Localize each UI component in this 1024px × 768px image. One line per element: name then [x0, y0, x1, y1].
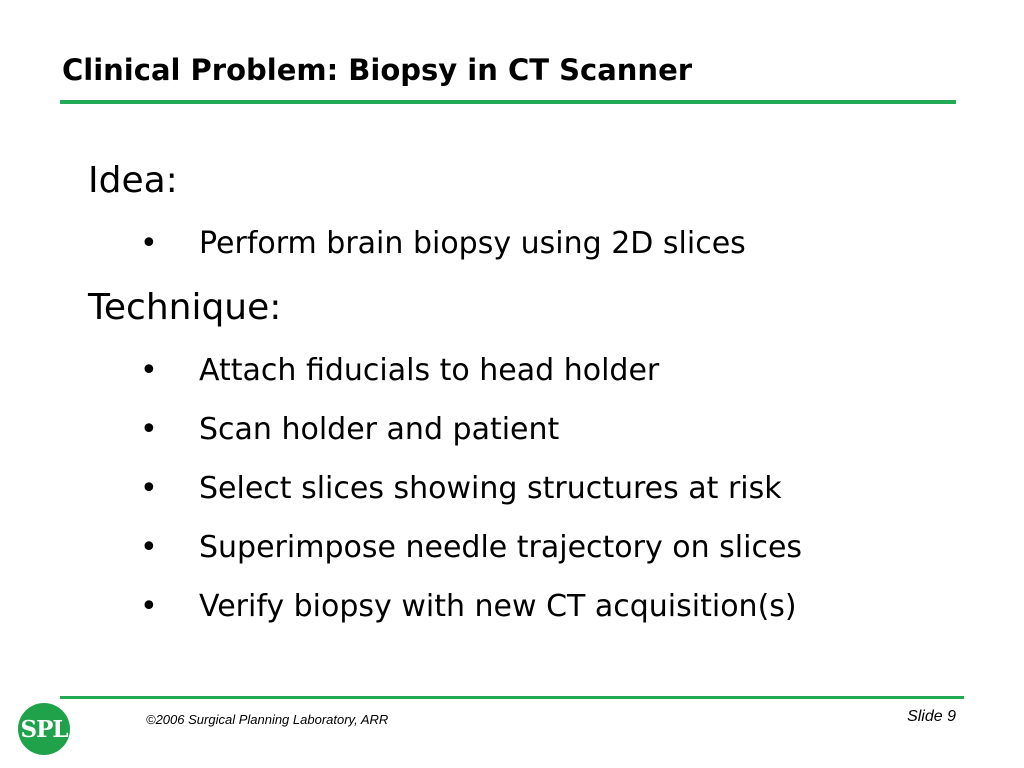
spl-logo-icon	[17, 702, 71, 756]
bullet-text: Attach fiducials to head holder	[199, 353, 660, 388]
bullet-icon: •	[140, 471, 158, 506]
title-divider	[60, 100, 956, 104]
slide-number: Slide 9	[907, 708, 956, 725]
footer-copyright: ©2006 Surgical Planning Laboratory, ARR	[146, 712, 389, 727]
slide-title: Clinical Problem: Biopsy in CT Scanner	[62, 53, 693, 87]
bullet-icon: •	[140, 353, 158, 388]
section-heading-idea: Idea:	[88, 160, 178, 201]
section-heading-technique: Technique:	[88, 287, 282, 328]
bullet-icon: •	[140, 589, 158, 624]
bullet-text: Perform brain biopsy using 2D slices	[199, 226, 746, 261]
bullet-icon: •	[140, 530, 158, 565]
bullet-text: Verify biopsy with new CT acquisition(s)	[199, 589, 797, 624]
bullet-text: Superimpose needle trajectory on slices	[199, 530, 803, 565]
bullet-icon: •	[140, 226, 158, 261]
bullet-icon: •	[140, 412, 158, 447]
bullet-text: Select slices showing structures at risk	[199, 471, 782, 506]
bullet-text: Scan holder and patient	[199, 412, 560, 447]
logo-text: SPL	[20, 716, 68, 743]
footer-divider	[60, 696, 964, 699]
